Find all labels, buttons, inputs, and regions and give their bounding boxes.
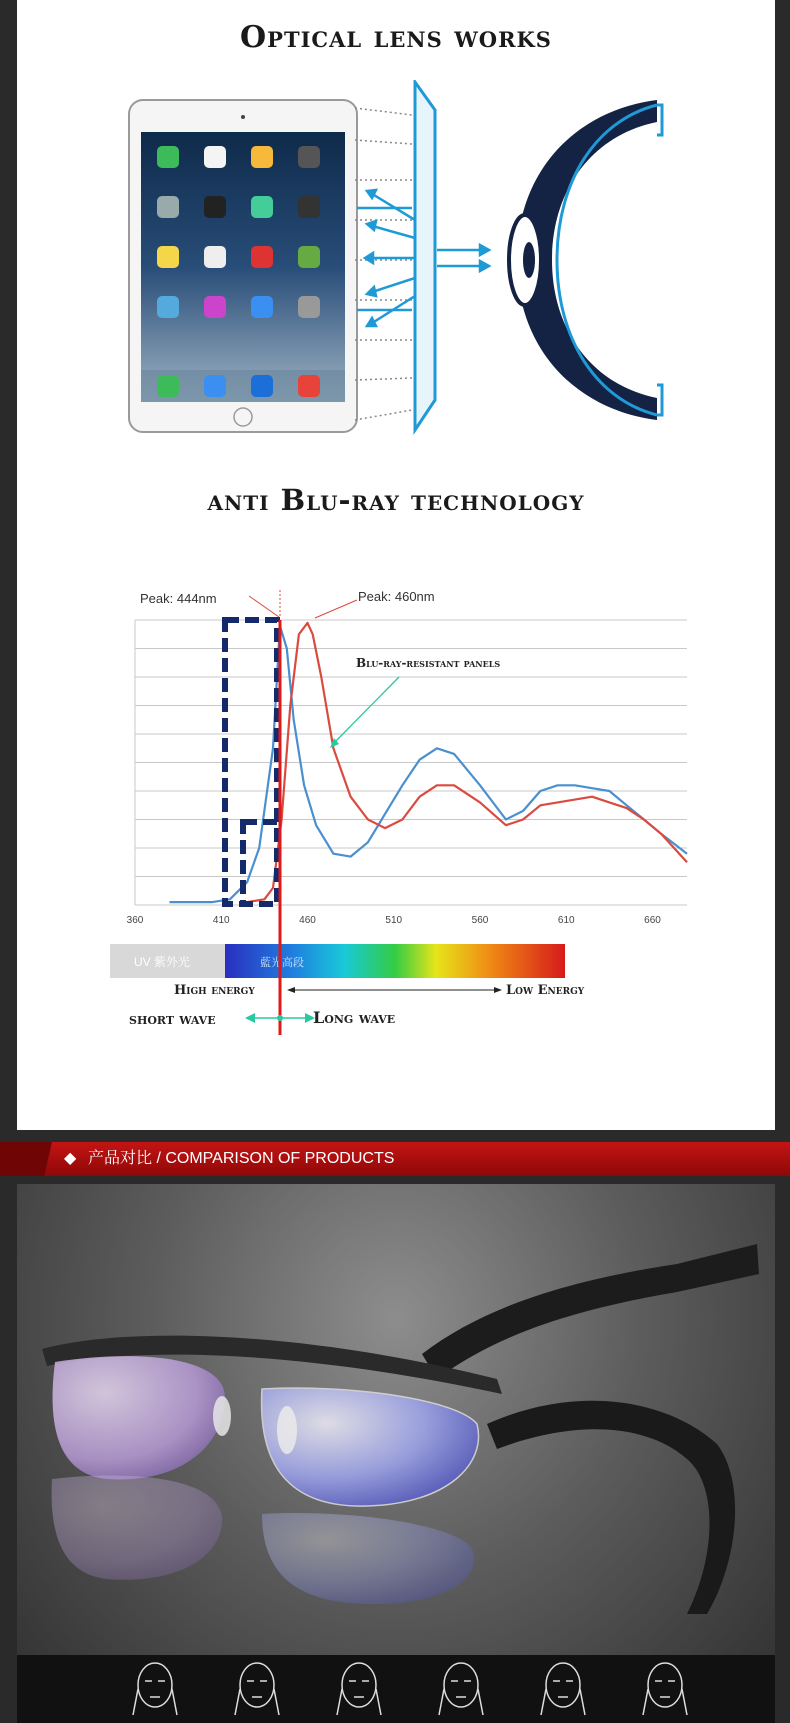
peak-left-label: Peak: 444nm <box>140 591 217 606</box>
short-wave-label: short wave <box>129 1010 216 1028</box>
banner-slant <box>0 1142 52 1176</box>
technology-title: anti Blu-ray technology <box>207 483 585 517</box>
lens <box>415 82 435 430</box>
dock-icon <box>204 375 226 397</box>
diamond-icon: ◆ <box>64 1150 77 1167</box>
app-icon <box>298 196 320 218</box>
dock-icon <box>251 375 273 397</box>
app-icon <box>204 146 226 168</box>
app-icon <box>204 196 226 218</box>
face-icon <box>337 1663 381 1715</box>
face-icon <box>235 1663 279 1715</box>
app-icon <box>251 246 273 268</box>
lens-illustration <box>17 80 775 500</box>
x-tick-label: 510 <box>385 915 403 926</box>
glasses-photo <box>17 1184 775 1723</box>
app-icon <box>157 146 179 168</box>
dock-icon <box>157 375 179 397</box>
glasses-illustration <box>17 1184 775 1723</box>
app-icon <box>251 296 273 318</box>
face-icon <box>643 1663 687 1715</box>
x-tick-label: 360 <box>126 915 144 926</box>
app-icon <box>204 296 226 318</box>
panels-label: Blu-ray-resistant panels <box>356 656 501 670</box>
app-icon <box>157 296 179 318</box>
app-icon <box>157 246 179 268</box>
app-icon <box>157 196 179 218</box>
pass-arrows <box>437 245 489 271</box>
x-tick-label: 610 <box>557 915 575 926</box>
face-icon <box>133 1663 177 1715</box>
optical-title: Optical lens works <box>240 20 552 55</box>
face-icon <box>439 1663 483 1715</box>
app-icon <box>298 146 320 168</box>
banner-text: 产品对比 / COMPARISON OF PRODUCTS <box>88 1150 395 1167</box>
reflect-arrows <box>357 190 415 326</box>
spectrum-chart <box>17 560 775 1040</box>
uv-label: UV 紫外光 <box>134 955 191 969</box>
app-icon <box>298 296 320 318</box>
x-tick-label: 560 <box>471 915 489 926</box>
low-energy-label: Low Energy <box>506 983 585 998</box>
x-tick-label: 460 <box>299 915 316 926</box>
face-icon-row <box>17 1655 775 1723</box>
x-tick-label: 410 <box>212 915 230 926</box>
face-icon <box>541 1663 585 1715</box>
high-energy-label: High energy <box>174 983 255 998</box>
blue-band-label: 藍光高段 <box>260 957 304 969</box>
comparison-banner <box>0 1142 790 1176</box>
long-wave-label: Long wave <box>313 1008 396 1027</box>
light-rays <box>355 108 412 420</box>
dock-icon <box>298 375 320 397</box>
app-icon <box>251 146 273 168</box>
peak-right-label: Peak: 460nm <box>358 589 435 604</box>
app-icon <box>251 196 273 218</box>
x-tick-label: 660 <box>644 915 661 926</box>
app-icon <box>204 246 226 268</box>
optical-panel <box>17 0 775 1130</box>
app-icon <box>298 246 320 268</box>
